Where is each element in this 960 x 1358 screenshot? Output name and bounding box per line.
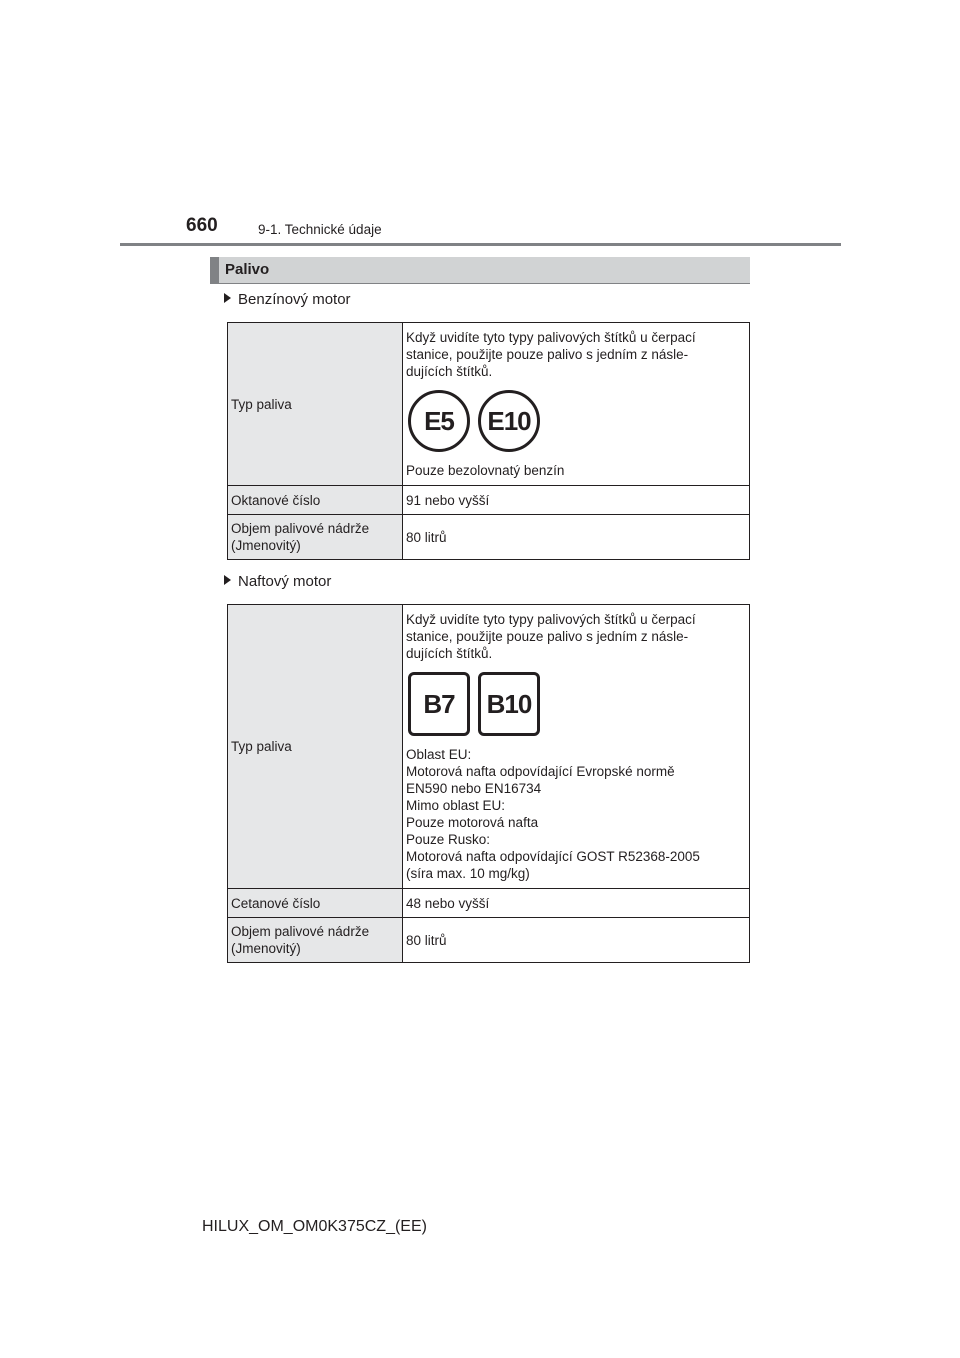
fuel-note-line: (síra max. 10 mg/kg) bbox=[406, 866, 530, 881]
petrol-spec-table bbox=[227, 322, 750, 560]
table-row bbox=[228, 605, 750, 889]
fuel-type-label: Typ paliva bbox=[228, 323, 403, 486]
table-row bbox=[228, 515, 750, 560]
fuel-note-line: Oblast EU: bbox=[406, 747, 472, 762]
fuel-type-value bbox=[403, 323, 750, 486]
section-heading: 9-1. Technické údaje bbox=[258, 222, 382, 237]
octane-label: Oktanové číslo bbox=[228, 486, 403, 515]
fuel-label-e5-badge: E5 bbox=[408, 390, 470, 452]
cetane-label: Cetanové číslo bbox=[228, 889, 403, 918]
table-row bbox=[228, 323, 750, 486]
table-row bbox=[228, 889, 750, 918]
tank-label-line: (Jmenovitý) bbox=[231, 538, 301, 553]
petrol-heading bbox=[224, 291, 351, 308]
cetane-value: 48 nebo vyšší bbox=[403, 889, 750, 918]
diesel-spec-table bbox=[227, 604, 750, 963]
fuel-note-line: Pouze motorová nafta bbox=[406, 815, 539, 830]
tank-label-line: Objem palivové nádrže bbox=[231, 521, 370, 536]
fuel-type-value bbox=[403, 605, 750, 889]
fuel-type-text-line: stanice, použijte pouze palivo s jedním z násle- bbox=[406, 629, 689, 644]
fuel-type-text-line: dujících štítků. bbox=[406, 364, 493, 379]
fuel-note-line: Pouze Rusko: bbox=[406, 832, 491, 847]
triangle-bullet-icon bbox=[224, 293, 231, 303]
triangle-bullet-icon bbox=[224, 575, 231, 585]
fuel-note: Pouze bezolovnatý benzín bbox=[406, 463, 565, 478]
fuel-type-text-line: stanice, použijte pouze palivo s jedním z násle- bbox=[406, 347, 689, 362]
fuel-type-label: Typ paliva bbox=[228, 605, 403, 889]
page-number: 660 bbox=[186, 215, 218, 236]
tank-capacity-label bbox=[228, 515, 403, 560]
tank-label-line: (Jmenovitý) bbox=[231, 941, 301, 956]
fuel-label-e10-badge: E10 bbox=[478, 390, 540, 452]
fuel-note-line: Motorová nafta odpovídající GOST R52368-2005 bbox=[406, 849, 700, 864]
fuel-type-text-line: dujících štítků. bbox=[406, 646, 493, 661]
tank-label-line: Objem palivové nádrže bbox=[231, 924, 370, 939]
section-title-bar bbox=[210, 257, 750, 284]
fuel-note-line: Mimo oblast EU: bbox=[406, 798, 506, 813]
fuel-note-line: EN590 nebo EN16734 bbox=[406, 781, 542, 796]
fuel-note-line: Motorová nafta odpovídající Evropské normě bbox=[406, 764, 675, 779]
table-row bbox=[228, 486, 750, 515]
header-rule bbox=[120, 243, 841, 246]
table-row bbox=[228, 918, 750, 963]
petrol-heading-text: Benzínový motor bbox=[238, 291, 351, 308]
octane-value: 91 nebo vyšší bbox=[403, 486, 750, 515]
diesel-heading bbox=[224, 573, 331, 590]
fuel-type-text-line: Když uvidíte tyto typy palivových štítků u čerpací bbox=[406, 612, 696, 627]
tank-capacity-value: 80 litrů bbox=[403, 918, 750, 963]
fuel-label-badges bbox=[408, 390, 746, 452]
fuel-label-badges bbox=[408, 672, 746, 736]
diesel-heading-text: Naftový motor bbox=[238, 573, 332, 590]
tank-capacity-label bbox=[228, 918, 403, 963]
fuel-label-b7-badge: B7 bbox=[408, 672, 470, 736]
document-footer: HILUX_OM_OM0K375CZ_(EE) bbox=[202, 1218, 427, 1235]
section-title: Palivo bbox=[225, 261, 270, 278]
fuel-type-text-line: Když uvidíte tyto typy palivových štítků u čerpací bbox=[406, 330, 696, 345]
fuel-label-b10-badge: B10 bbox=[478, 672, 540, 736]
tank-capacity-value: 80 litrů bbox=[403, 515, 750, 560]
